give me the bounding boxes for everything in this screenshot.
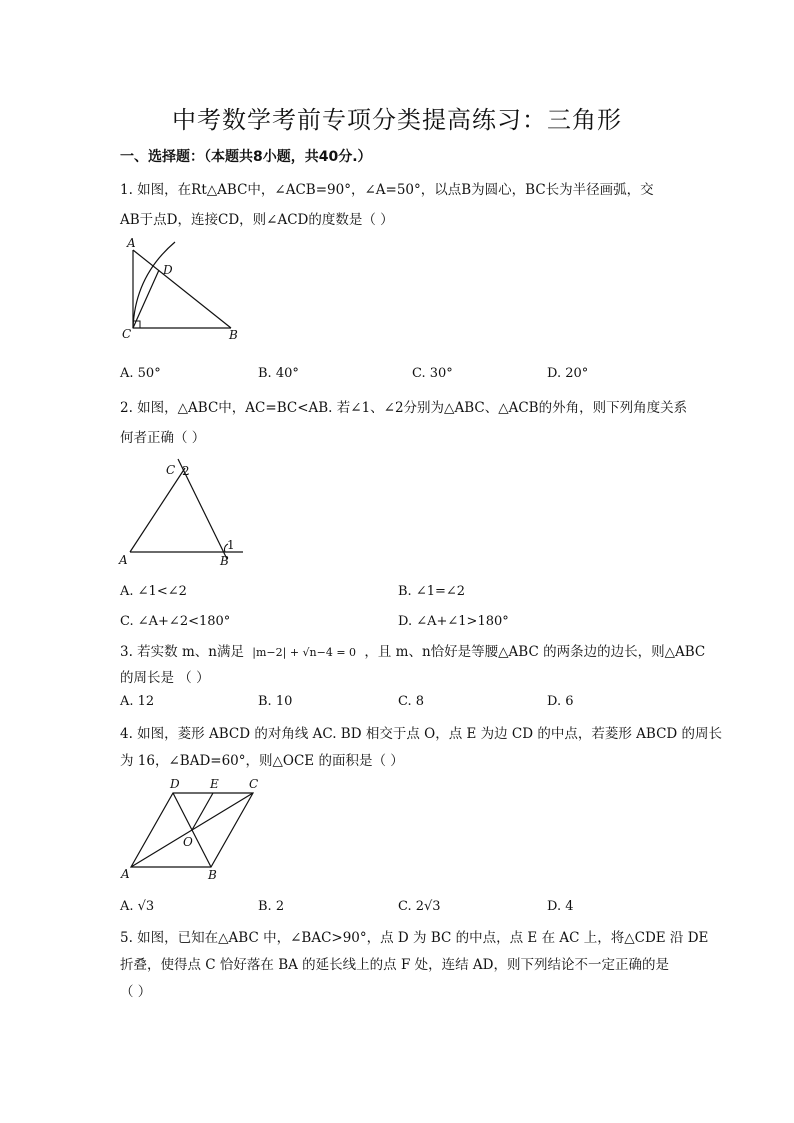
q2-figure xyxy=(115,456,255,571)
q3-text-line-1 xyxy=(120,640,705,660)
q2-label-angle-1: 1 xyxy=(227,538,235,552)
q4-label-c: C xyxy=(249,777,259,791)
q3-formula: |m−2| + √n−4 = 0 xyxy=(252,646,357,659)
q1-label-b: B xyxy=(229,328,238,342)
q4-label-e: E xyxy=(210,777,219,791)
q4-label-a: A xyxy=(121,867,130,881)
q2-option-b[interactable]: B. ∠1=∠2 xyxy=(398,584,466,599)
q1-label-c: C xyxy=(122,327,132,341)
q4-text-line-1: 4. 如图，菱形 ABCD 的对角线 AC. BD 相交于点 O，点 E 为边 CD 的中点，若菱形 ABCD 的周长 xyxy=(120,726,723,742)
q2-side-ac xyxy=(130,468,185,552)
q2-label-a: A xyxy=(119,553,128,567)
q3-text-line-2: 的周长是 （ ） xyxy=(120,670,210,686)
q4-text-line-2: 为 16，∠BAD=60°，则△OCE 的面积是（ ） xyxy=(120,753,404,769)
q1-text-line-1: 1. 如图，在Rt△ABC中，∠ACB=90°，∠A=50°，以点B为圆心，BC长为半径画弧，交 xyxy=(120,182,654,198)
q4-figure xyxy=(115,775,275,885)
q4-option-c[interactable]: C. 2√3 xyxy=(398,899,441,914)
q1-label-a: A xyxy=(127,236,136,250)
q1-option-c[interactable]: C. 30° xyxy=(412,366,453,381)
page-title: 中考数学考前专项分类提高练习：三角形 xyxy=(172,106,622,134)
q3-option-d[interactable]: D. 6 xyxy=(547,694,574,709)
q5-text-line-3: （ ） xyxy=(120,984,152,1000)
q2-option-a[interactable]: A. ∠1<∠2 xyxy=(120,584,187,599)
q2-text-line-1: 2. 如图，△ABC中，AC=BC<AB. 若∠1、∠2分别为△ABC、△ACB的外角，则下列角度关系 xyxy=(120,400,688,416)
q2-label-b: B xyxy=(220,554,229,568)
q4-segment-oe xyxy=(192,793,213,830)
q3-option-a[interactable]: A. 12 xyxy=(120,694,155,709)
q2-option-c[interactable]: C. ∠A+∠2<180° xyxy=(120,614,231,629)
q2-text-line-2: 何者正确（ ） xyxy=(120,430,206,446)
q1-text-line-2: AB于点D，连接CD，则∠ACD的度数是（ ） xyxy=(120,212,394,228)
q3-option-c[interactable]: C. 8 xyxy=(398,694,425,709)
q2-label-angle-2: 2 xyxy=(182,464,190,478)
q2-option-d[interactable]: D. ∠A+∠1>180° xyxy=(398,614,509,629)
q4-option-b[interactable]: B. 2 xyxy=(258,899,285,914)
q1-option-b[interactable]: B. 40° xyxy=(258,366,299,381)
q3-text-line-1-b: ，且 m、n恰好是等腰△ABC 的两条边的边长，则△ABC xyxy=(364,644,706,660)
q5-text-line-1: 5. 如图，已知在△ABC 中，∠BAC>90°，点 D 为 BC 的中点，点 E 在 AC 上，将△CDE 沿 DE xyxy=(120,930,709,946)
q4-option-d[interactable]: D. 4 xyxy=(547,899,574,914)
q2-label-c: C xyxy=(166,463,176,477)
q4-label-b: B xyxy=(208,868,217,882)
q4-option-a[interactable]: A. √3 xyxy=(120,899,155,914)
q1-option-a[interactable]: A. 50° xyxy=(120,366,161,381)
q1-figure xyxy=(115,236,255,346)
q3-text-line-1-a: 3. 若实数 m、n满足 xyxy=(120,644,244,660)
q4-label-d: D xyxy=(170,777,180,791)
q4-label-o: O xyxy=(183,835,193,849)
q3-option-b[interactable]: B. 10 xyxy=(258,694,293,709)
q5-text-line-2: 折叠，使得点 C 恰好落在 BA 的延长线上的点 F 处，连结 AD，则下列结论不一定正确的是 xyxy=(120,957,669,973)
q1-label-d: D xyxy=(163,263,173,277)
section-heading: 一、选择题：（本题共8小题，共40分.） xyxy=(120,149,372,165)
q1-option-d[interactable]: D. 20° xyxy=(547,366,589,381)
q1-side-ab xyxy=(133,250,231,328)
